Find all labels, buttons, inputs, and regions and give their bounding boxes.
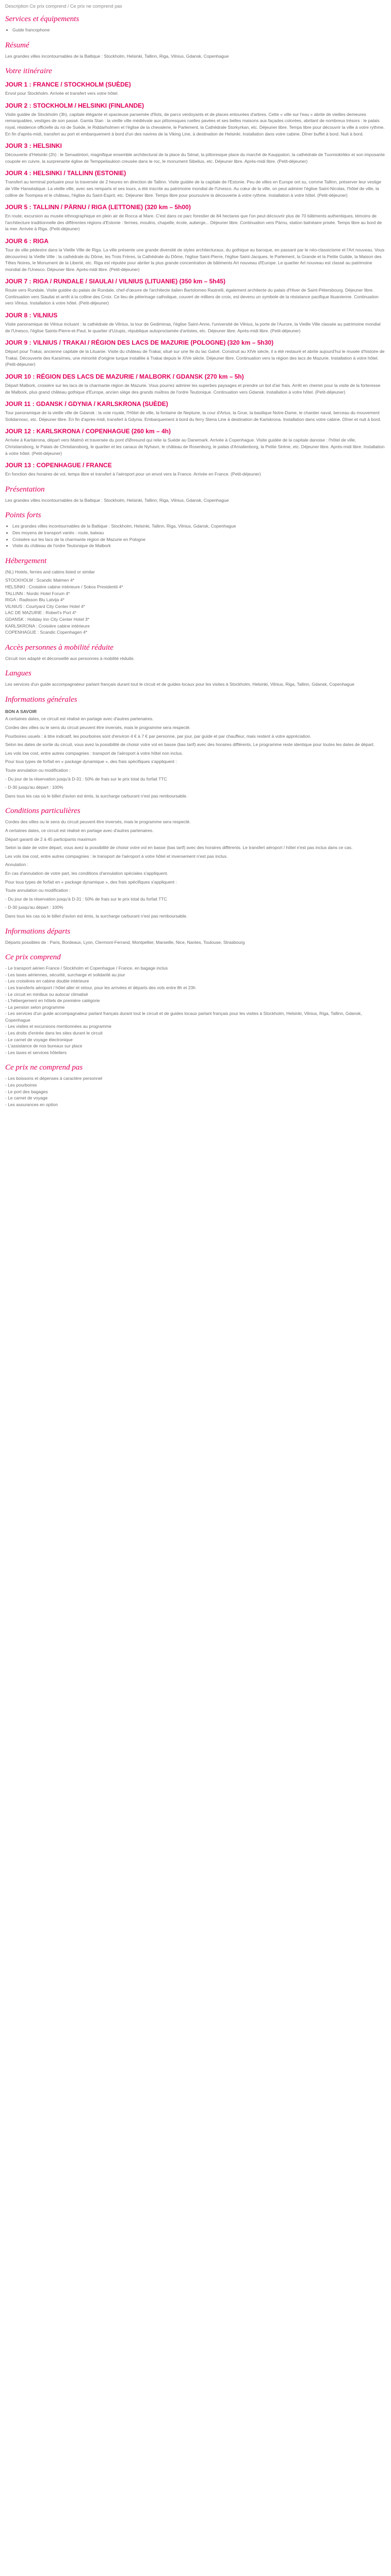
- day-text: Envol pour Stockholm. Arrivée et transfert vers votre hôtel.: [5, 91, 119, 96]
- prix-comprend-item: - L'hébergement en hôtels de première catégorie: [5, 998, 100, 1004]
- infos-generales-title: Informations générales: [5, 695, 77, 704]
- prix-ne-comprend-list: [5, 1075, 386, 1108]
- prix-ne-comprend-item: - Le port des bagages: [5, 1089, 48, 1094]
- day-title: JOUR 8 : VILNIUS: [5, 312, 58, 319]
- conditions-text: Annulation :: [5, 862, 28, 868]
- prix-ne-comprend-item: - Les pourboires: [5, 1082, 37, 1088]
- infos-generales-paras: [5, 716, 386, 799]
- services-item: • Guide francophone: [12, 27, 386, 33]
- prix-comprend-item: - Les taxes et services hôteliers: [5, 1049, 67, 1055]
- hebergement-item: GDANSK : Holiday Inn City Center Hotel 3*: [5, 616, 89, 622]
- day-text: Route vers Rundale. Visite guidée du palais de Rundale, chef-d'œuvre de l'architecte italien Bartolomeo Rastrelli, également architecte du palais d'Hiver de Saint-Pétersbourg. Déjeuner libre. Continuation vers Siauliai et arrêt à la colline des Croix. Ce lieu de pèlerinage catholique, couvert de milliers de croix, est devenu un symbole de la résistance pacifique lituanienne. Continuation vers Vilnius. Installation à votre hôtel. (Petit-déjeuner): [5, 287, 379, 306]
- conditions-text: Toute annulation ou modification :: [5, 888, 71, 893]
- depart-text: Départs possibles de : Paris, Bordeaux, Lyon, Clermont-Ferrand, Montpellier, Marseille, Nice, Nantes, Toulouse, Strasbourg: [5, 939, 245, 945]
- conditions-text: A certaines dates, ce circuit est réalisé en partage avec d'autres partenaires.: [5, 828, 154, 833]
- conditions-text: Les vols low cost, entre autres compagnies : le transport de l'aéroport à votre hôtel et inversement n'est pas inclus.: [5, 853, 228, 859]
- acces-pmr-title: Accès personnes à mobilité réduite: [5, 643, 113, 652]
- itinerary-days: [5, 81, 386, 478]
- presentation-text: Les grandes villes incontournables de la Baltique : Stockholm, Helsinki, Tallinn, Riga, Vilnius, Gdansk, Copenhague: [5, 497, 229, 503]
- prix-ne-comprend-item: - Les assurances en option: [5, 1101, 58, 1107]
- prix-comprend-item: - Les croisières en cabine double intérieure: [5, 978, 89, 984]
- prix-comprend-item: - L'assistance de nos bureaux sur place: [5, 1043, 83, 1049]
- prix-comprend-item: - Le circuit en minibus ou autocar climatisé: [5, 991, 88, 997]
- hebergement-item: COPENHAGUE : Scandic Copenhagen 4*: [5, 630, 88, 635]
- conditions-paras: [5, 819, 386, 919]
- prix-comprend-item: - Les transferts aéroport / hôtel aller et retour, pour les arrivées et départs des vols entre 8h et 23h: [5, 985, 196, 990]
- acces-pmr-text: Circuit non adapté et déconseillé aux personnes à mobilité réduite.: [5, 655, 135, 661]
- day-text: Départ Malbork, croisière sur les lacs de la charmante région de Mazurie. Vous pourrez admirer les superbes paysages et prendre un bol d'air frais. Arrêt en chemin pour la visite de la forteresse de Malbork, plus grand château gothique d'Europe, ancien siège des grands maîtres de l'ordre Teutonique. Continuation vers Gdansk. Installation à votre hôtel. (Petit-déjeuner): [5, 383, 381, 395]
- conditions-text: Départ garanti de 2 à 45 participants maximum: [5, 836, 96, 842]
- day-title: JOUR 7 : RIGA / RUNDALE / SIAULAI / VILNIUS (LITUANIE) (350 km – 5h45): [5, 278, 225, 285]
- services-list: [5, 27, 386, 33]
- day-title: JOUR 6 : RIGA: [5, 237, 49, 245]
- prix-comprend-item: - Le carnet de voyage électronique: [5, 1037, 73, 1042]
- day-text: Arrivée à Karlskrona, départ vers Malmö et traversée du pont d'Øresund qui relie la Suède au Danemark. Arrivée à Copenhague. Visite guidée de la capitale danoise : l'hôtel de ville, Christiansborg, le Palais de Christiansborg, le quartier et les canaux de Nyhavn, le château de Rosenborg, le palais d'Amalienborg, la Petite Sirène, etc. Déjeuner libre. Après-midi libre. Installation à votre hôtel. (Petit-déjeuner): [5, 437, 385, 456]
- prix-comprend-item: - Le transport aérien France / Stockholm et Copenhague / France, en bagage inclus: [5, 965, 168, 971]
- infos-generales-text: Toute annulation ou modification :: [5, 768, 71, 773]
- day-text: En fonction des horaires de vol, temps libre et transfert à l'aéroport pour un envol vers la France. Arrivée en France. (Petit-déjeuner): [5, 471, 261, 477]
- day-title: JOUR 3 : HELSINKI: [5, 142, 62, 150]
- day-text: Départ pour Trakai, ancienne capitale de la Lituanie. Visite du château de Trakai, situé sur une île du lac Galvé. Construit au XIVe siècle, il a été restauré et abrite aujourd'hui le musée d'histoire de Trakai. Découverte des Karaïmes, une minorité d'origine turque installée à Trakai depuis le XIVe siècle. Déjeuner libre. Continuation vers la région des lacs de Mazurie. Installation à votre hôtel. (Petit-déjeuner): [5, 349, 385, 367]
- day-title: JOUR 1 : FRANCE / STOCKHOLM (SUÈDE): [5, 81, 131, 89]
- day-title: JOUR 5 : TALLINN / PÄRNU / RIGA (LETTONIE) (320 km – 5h00): [5, 204, 191, 211]
- infos-generales-text: A certaines dates, ce circuit est réalisé en partage avec d'autres partenaires.: [5, 716, 154, 722]
- points-forts-list: [5, 523, 386, 549]
- points-forts-title: Points forts: [5, 511, 41, 520]
- hebergement-item: HELSINKI : Croisière cabine intérieure / Sokos Presidentti 4*: [5, 584, 123, 589]
- infos-generales-text: - Du jour de la réservation jusqu'à D-31 : 50% de frais sur le prix total du forfait TTC: [5, 776, 167, 782]
- day-text: Visite panoramique de Vilnius incluant : la cathédrale de Vilnius, la tour de Gediminas, l'église Saint-Anne, l'université de Vilnius, la porte de l'Aurore, la Vieille Ville classée au patrimoine mondial de l'Unesco, l'église Saints-Pierre-et-Paul, le quartier d'Uzupis, république autoproclamée d'artistes, etc. Déjeuner libre. Après-midi libre. (Petit-déjeuner): [5, 321, 381, 333]
- langues-text: Les services d'un guide accompagnateur parlant français durant tout le circuit et de guides locaux pour les visites à Stockholm, Helsinki, Vilnius, Riga, Tallinn, Gdansk, Copenhague: [5, 682, 354, 687]
- prix-comprend-title: Ce prix comprend: [5, 953, 61, 962]
- hebergement-title: Hébergement: [5, 556, 47, 565]
- conditions-text: Dans tous les cas où le billet d'avion est émis, la surcharge carburant n'est pas remboursable.: [5, 913, 188, 919]
- services-title: Services et équipements: [5, 15, 79, 23]
- conditions-text: Selon la date de votre départ, vous avez la possibilité de choisir votre vol en basse (bas tarif) avec des horaires différents. Le transfert aéroport / hôtel n'est pas inclus dans ce cas.: [5, 845, 353, 851]
- conditions-text: Pour tous types de forfait en « package dynamique », des frais spécifiques s'appliquent :: [5, 879, 177, 885]
- conditions-title: Conditions particulières: [5, 807, 80, 816]
- hebergement-item: RIGA : Radisson Blu Latvija 4*: [5, 597, 64, 603]
- resume-text: Les grandes villes incontournables de la Baltique : Stockholm, Helsinki, Tallinn, Riga, Vilnius, Gdansk, Copenhague: [5, 53, 229, 59]
- infos-generales-text: Les vols low cost, entre autres compagnies : transport de l'aéroport à votre hôtel non inclus.: [5, 750, 183, 756]
- infos-generales-text: - D-30 jusqu'au départ : 100%: [5, 785, 63, 790]
- conditions-text: En cas d'annulation de votre part, les conditions d'annulation spéciales s'appliquent.: [5, 870, 168, 876]
- hebergement-item: KARLSKRONA : Croisière cabine intérieure: [5, 623, 90, 629]
- prix-comprend-item: - Les visites et excursions mentionnées au programme: [5, 1024, 111, 1029]
- points-forts-item: • Croisière sur les lacs de la charmante région de Mazurie en Pologne: [12, 536, 386, 543]
- day-text: En route, excursion au musée ethnographique en plein air de Rocca al Mare. C'est dans ce parc forestier de 84 hectares que l'on peut découvrir plus de 70 bâtiments authentiques, témoins de l'architecture traditionnelle des différentes régions d'Estonie : fermes, moulins, chapelle, école, auberge... Déjeuner libre. Continuation vers Pärnu, station balnéaire prisée. Temps libre au bord de la mer. Arrivée à Riga. (Petit-déjeuner): [5, 213, 382, 232]
- day-text: Tour panoramique de la vieille ville de Gdansk : la voie royale, l'Hôtel de ville, la fontaine de Neptune, la cour d'Artus, la Grue, la basilique Notre-Dame, le chantier naval, berceau du mouvement Solidarnosc, etc. Déjeuner libre. En fin d'après-midi, transfert à Gdynia. Embarquement à bord du ferry Stena Line à destination de Karlskrona. Installation dans votre cabine. Dîner et nuit à bord.: [5, 410, 381, 422]
- hebergement-list: [5, 577, 386, 635]
- infos-generales-heading: BON A SAVOIR: [5, 708, 37, 714]
- hebergement-intro: (NL) Hotels, ferries and cabins listed or similar: [5, 569, 95, 574]
- prix-comprend-item: - Les droits d'entrée dans les sites durant le circuit: [5, 1030, 103, 1036]
- page: [0, 0, 391, 1117]
- presentation-title: Présentation: [5, 485, 45, 494]
- prix-comprend-list: [5, 965, 386, 1056]
- resume-title: Résumé: [5, 41, 29, 49]
- points-forts-item: • Des moyens de transport variés : route, bateau: [12, 530, 386, 536]
- points-forts-item: • Les grandes villes incontournables de la Baltique : Stockholm, Helsinki, Tallinn, Riga, Vilnius, Gdansk, Copenhague: [12, 523, 386, 530]
- day-text: Transfert au terminal portuaire pour la traversée de 2 heures en direction de Tallinn. Visite guidée de la capitale de l'Estonie. Peu de villes en Europe ont su, comme Tallinn, préserver leur vestige de Ville Hanséatique. La vieille ville, avec ses remparts et ses tours, a été inscrite au patrimoine mondial de l'Unesco. Au cœur de la ville, on peut admirer l'église Saint-Nicolas, l'hôtel de ville, la colline de Toompea et le château, l'église du Saint-Esprit, etc. Déjeuner libre. Temps libre pour poursuivre la découverte à votre rythme. Installation à votre hôtel. (Petit-déjeuner): [5, 179, 381, 198]
- infos-generales-text: Dans tous les cas où le billet d'avion est émis, la surcharge carburant n'est pas remboursable.: [5, 793, 188, 799]
- day-text: Découverte d'Helsinki (2h) : le Senaatintori, magnifique ensemble architectural de la place du Sénat, la pittoresque place du marché de Kauppatori, la cathédrale de Tuomiokirkko et son imposante coupole en cuivre, la surprenante église de Temppeliaukion creusée dans le roc, le monument Sibelius, etc. Déjeuner libre. Après-midi libre. (Petit-déjeuner): [5, 152, 385, 164]
- prix-ne-comprend-item: - Les boissons et dépenses à caractère personnel: [5, 1076, 103, 1081]
- hebergement-item: LAC DE MAZURIE : Robert's Port 4*: [5, 610, 77, 616]
- infos-generales-text: Pour tous types de forfait en « package dynamique », des frais spécifiques s'appliquent :: [5, 759, 177, 765]
- prix-ne-comprend-title: Ce prix ne comprend pas: [5, 1063, 83, 1072]
- day-title: JOUR 9 : VILNIUS / TRAKAI / RÉGION DES LACS DE MAZURIE (POLOGNE) (320 km – 5h30): [5, 339, 274, 347]
- day-title: JOUR 11 : GDANSK / GDYNIA / KARLSKRONA (SUÈDE): [5, 400, 168, 408]
- hebergement-item: STOCKHOLM : Scandic Malmen 4*: [5, 578, 74, 583]
- day-title: JOUR 10 : RÉGION DES LACS DE MAZURIE / MALBORK / GDANSK (270 km – 5h): [5, 373, 244, 381]
- langues-title: Langues: [5, 669, 31, 678]
- day-title: JOUR 4 : HELSINKI / TALLINN (ESTONIE): [5, 170, 126, 177]
- prix-comprend-item: - Les services d'un guide accompagnateur parlant français durant tout le circuit et de guides locaux parlant français pour les visites à Stockholm, Helsinki, Vilnius, Riga, Tallinn, Gdansk, Copenhague: [5, 1011, 362, 1023]
- conditions-text: - D-30 jusqu'au départ : 100%: [5, 905, 63, 910]
- points-forts-item: • Visite du château de l'ordre Teutonique de Malbork: [12, 543, 386, 549]
- day-title: JOUR 12 : KARLSKRONA / COPENHAGUE (260 km – 4h): [5, 428, 171, 435]
- conditions-text: Cordes des villes ou le sens du circuit peuvent être inversés, mais le programme sera respecté.: [5, 819, 191, 825]
- day-text: Visite guidée de Stockholm (3h), capitale élégante et spacieuse parsemée d'îlots, de parcs verdoyants et de places entourées d'arbres. Cette « ville sur l'eau » abrite de vieilles demeures remarquables, vestiges de son passé. Gamla Stan : la vieille ville médiévale aux pittoresques ruelles pavées et ses belles maisons aux façades colorées, abritant de nombreux trésors : le palais royal, résidence officielle du roi de Suède, le Riddarholmen et l'église de la chevalerie, le Parlement, la Cathédrale Storkyrkan, etc. Déjeuner libre. Temps libre pour découvrir la ville à votre rythme. En fin d'après-midi, transfert au port et embarquement à bord d'un des navires de la Viking Line, à destination de Helsinki. Installation dans votre cabine. Dîner buffet à bord. Nuit à bord.: [5, 111, 385, 137]
- infos-generales-text: Cordes des villes ou le sens du circuit peuvent être inversés, mais le programme sera respecté.: [5, 725, 191, 731]
- prix-ne-comprend-item: - Le carnet de voyage: [5, 1095, 48, 1101]
- prix-comprend-item: - La pension selon programme: [5, 1004, 65, 1010]
- prix-comprend-item: - Les taxes aériennes, sécurité, surcharge et solidarité au jour: [5, 972, 125, 977]
- day-text: Tour de ville pédestre dans la Vieille Ville de Riga. La ville présente une grande diversité de styles architecturaux, du gothique au baroque, en passant par le néo-classicisme et l'Art nouveau. Vous découvrirez la Vieille Ville : la cathédrale du Dôme, les Trois Frères, la Cathédrale du Dôme, l'église Saint-Pierre, l'église Saint-Jacques, le Parlement, la Grande et la Petite Guilde, la Maison des Têtes Noires, le Monument de la Liberté, etc. Riga est réputée pour abriter la plus grande concentration de bâtiments Art nouveau d'Europe. Le quartier Art nouveau est classé au patrimoine mondial de l'Unesco. Déjeuner libre. Après-midi libre. (Petit-déjeuner): [5, 247, 385, 272]
- conditions-text: - Du jour de la réservation jusqu'à D-31 : 50% de frais sur le prix total du forfait TTC: [5, 896, 167, 902]
- infos-generales-text: Selon les dates de sortie du circuit, vous avez la possibilité de choisir votre vol en basse (bas tarif) avec des horaires différents. Le programme reste identique pour toutes les dates de départ.: [5, 742, 375, 748]
- hebergement-item: TALLINN : Nordic Hotel Forum 4*: [5, 590, 70, 596]
- itinerary-title: Votre itinéraire: [5, 67, 52, 76]
- breadcrumb[interactable]: Description Ce prix comprend / Ce prix ne comprend pas: [5, 4, 122, 9]
- depart-title: Informations départs: [5, 927, 71, 936]
- infos-generales-text: Pourboires usuels : à titre indicatif, les pourboires sont d'environ 4 € à 7 € par personne, par jour, par guide et par chauffeur, mais restent à votre appréciation.: [5, 733, 312, 739]
- day-title: JOUR 2 : STOCKHOLM / HELSINKI (FINLANDE): [5, 101, 144, 109]
- day-title: JOUR 13 : COPENHAGUE / FRANCE: [5, 462, 112, 469]
- hebergement-item: VILNIUS : Courtyard City Center Hotel 4*: [5, 603, 85, 609]
